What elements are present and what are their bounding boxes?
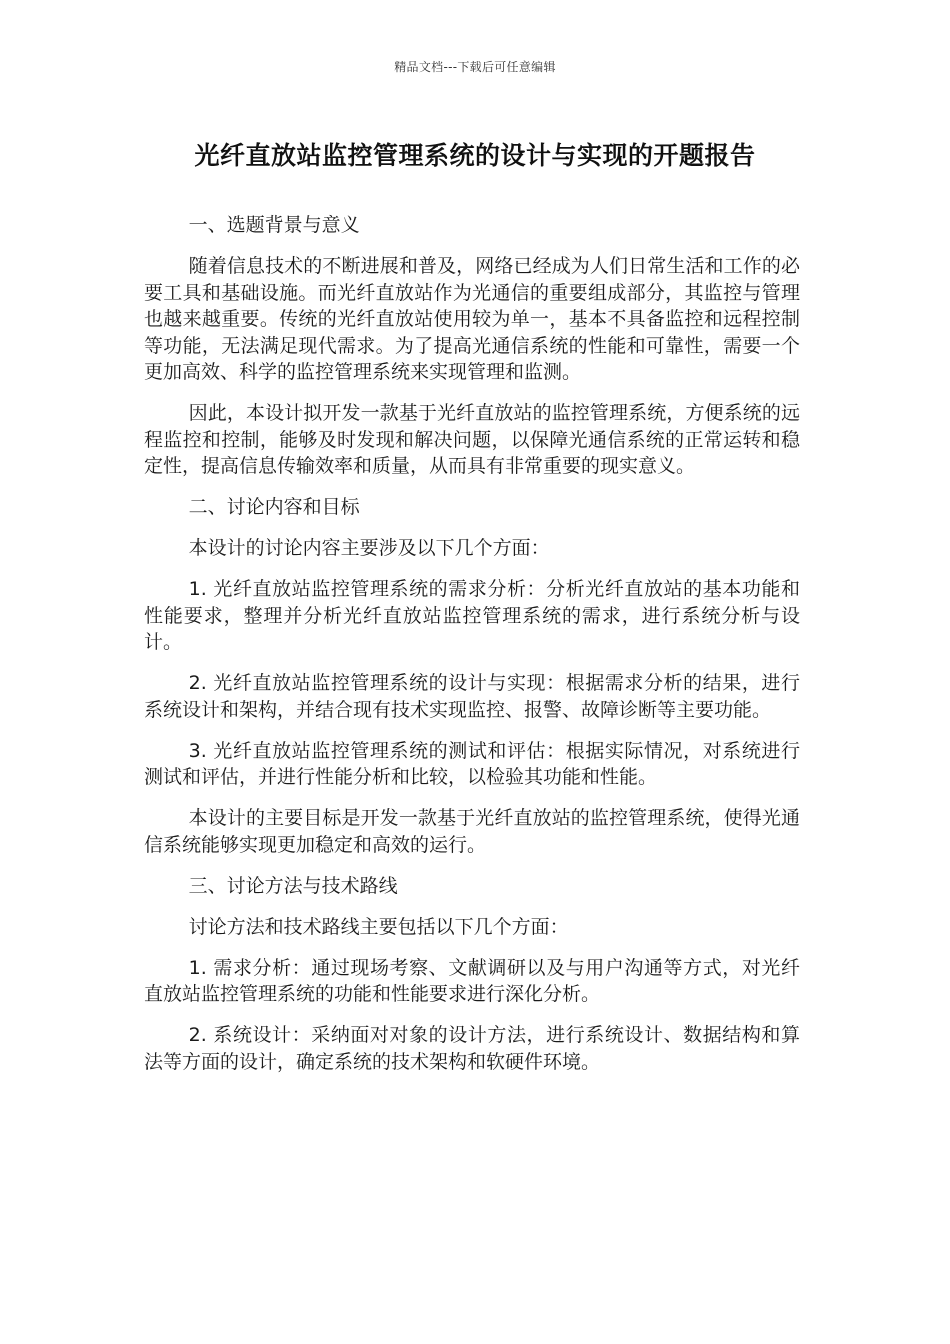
section-1-paragraph-1: 随着信息技术的不断进展和普及，网络已经成为人们日常生活和工作的必要工具和基础设施。而光纤直放站作为光通信的重要组成部分，其监控与管理也越来越重要。传统的光纤直放站使用较为单一，基本不具备监控和远程控制等功能，无法满足现代需求。为了提高光通信系统的性能和可靠性，需要一个更加高效、科学的监控管理系统来实现管理和监测。	[144, 255, 800, 383]
section-2-intro: 本设计的讨论内容主要涉及以下几个方面：	[188, 537, 550, 559]
section-2-goal: 本设计的主要目标是开发一款基于光纤直放站的监控管理系统，使得光通信系统能够实现更加稳定和高效的运行。	[144, 807, 800, 856]
header-watermark: 精品文档---下载后可任意编辑	[394, 60, 556, 74]
section-3-item-1: 1. 需求分析：通过现场考察、文献调研以及与用户沟通等方式，对光纤直放站监控管理系统的功能和性能要求进行深化分析。	[144, 956, 800, 1005]
section-2-item-1: 1. 光纤直放站监控管理系统的需求分析：分析光纤直放站的基本功能和性能要求，整理并分析光纤直放站监控管理系统的需求，进行系统分析与设计。	[144, 578, 800, 653]
section-3-item-2: 2. 系统设计：采纳面对对象的设计方法，进行系统设计、数据结构和算法等方面的设计，确定系统的技术架构和软硬件环境。	[144, 1024, 800, 1073]
section-3-heading: 三、讨论方法与技术路线	[188, 874, 398, 897]
section-2-heading: 二、讨论内容和目标	[188, 496, 360, 518]
document-body	[144, 212, 800, 1090]
section-2-item-3: 3. 光纤直放站监控管理系统的测试和评估：根据实际情况，对系统进行测试和评估，并进行性能分析和比较，以检验其功能和性能。	[144, 739, 800, 788]
section-2-item-2: 2. 光纤直放站监控管理系统的设计与实现：根据需求分析的结果，进行系统设计和架构，并结合现有技术实现监控、报警、故障诊断等主要功能。	[144, 672, 800, 721]
document-title: 光纤直放站监控管理系统的设计与实现的开题报告	[194, 141, 756, 170]
section-1-paragraph-2: 因此，本设计拟开发一款基于光纤直放站的监控管理系统，方便系统的远程监控和控制，能够及时发现和解决问题，以保障光通信系统的正常运转和稳定性，提高信息传输效率和质量，从而具有非常重要的现实意义。	[144, 402, 800, 477]
section-3-intro: 讨论方法和技术路线主要包括以下几个方面：	[188, 915, 569, 938]
section-1-heading: 一、选题背景与意义	[188, 214, 360, 236]
